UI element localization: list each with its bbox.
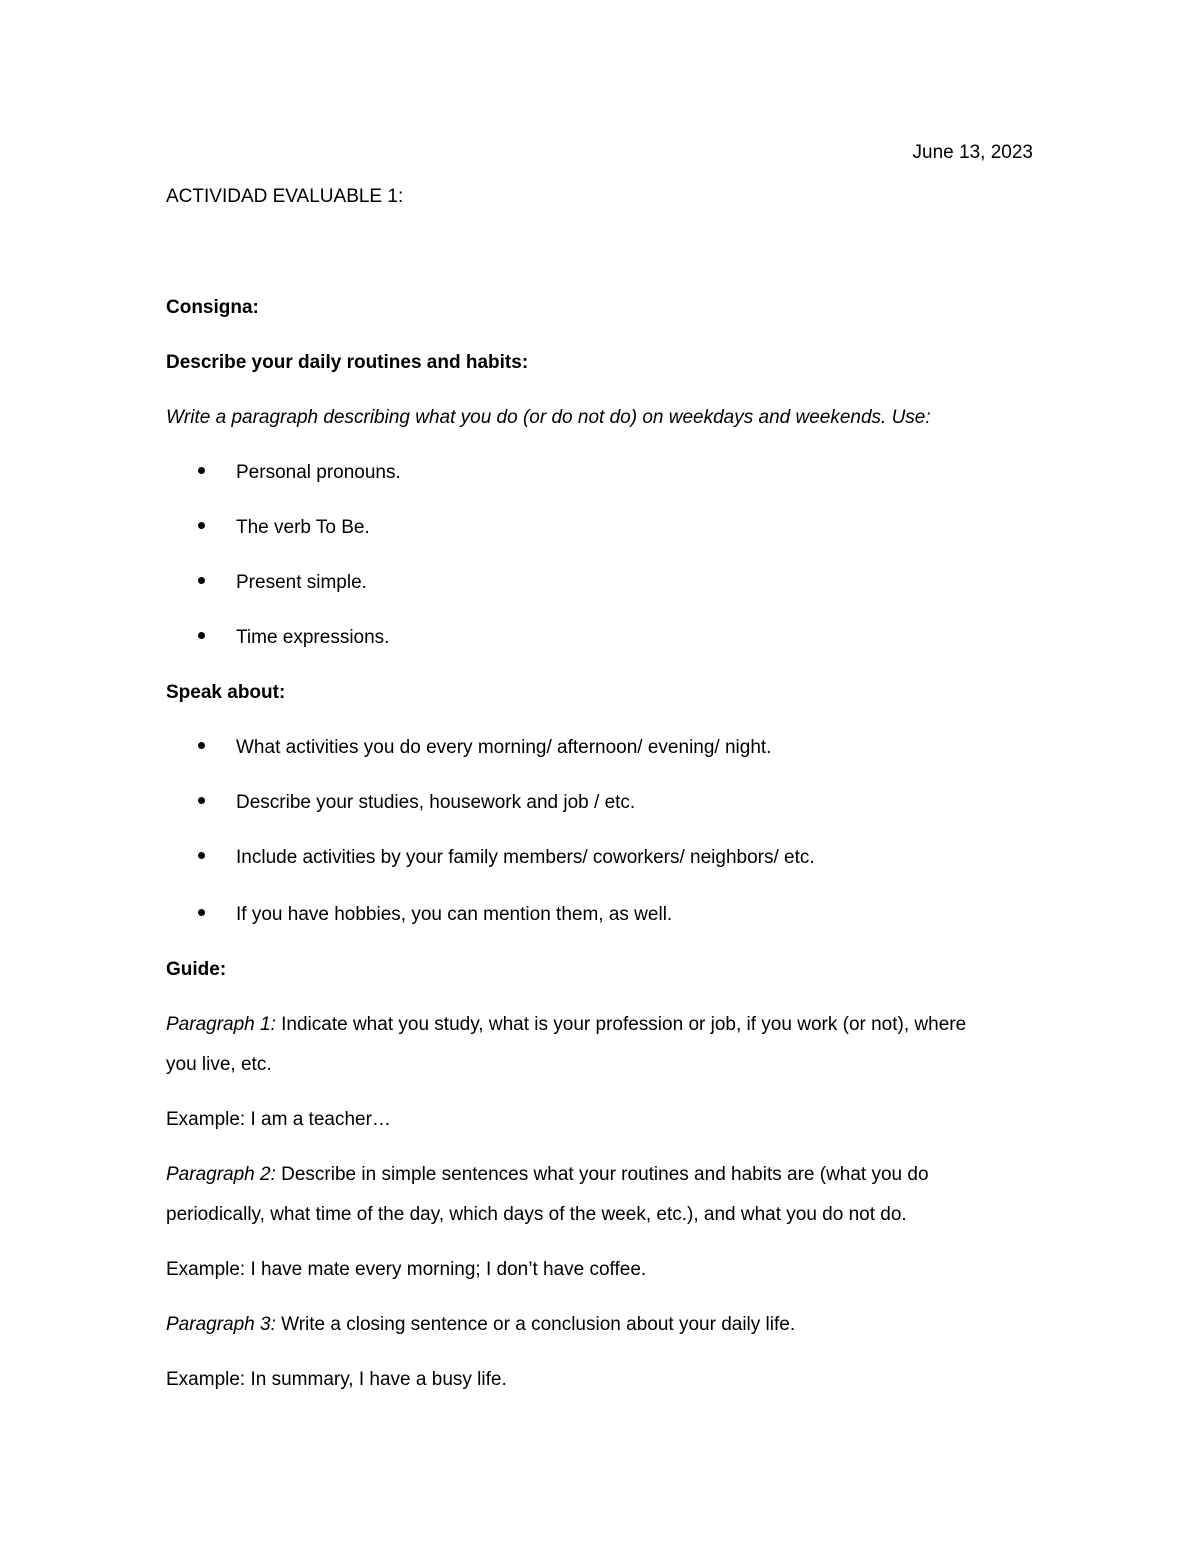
list-item — [198, 736, 772, 760]
bullet-icon — [198, 797, 205, 804]
paragraph-text: Describe in simple sentences what your routines and habits are (what you do — [275, 1164, 929, 1185]
consigna-heading: Consigna: — [166, 297, 259, 318]
list-item-text: The verb To Be. — [236, 517, 370, 538]
list-item — [198, 903, 673, 927]
bullet-icon — [198, 577, 205, 584]
describe-heading: Describe your daily routines and habits: — [166, 352, 529, 373]
paragraph-1-line-2: you live, etc. — [166, 1054, 272, 1075]
list-item-text: What activities you do every morning/ afternoon/ evening/ night. — [236, 737, 772, 758]
list-item — [198, 791, 636, 815]
list-item-text: Time expressions. — [236, 627, 390, 648]
bullet-icon — [198, 852, 205, 859]
speak-heading: Speak about: — [166, 682, 286, 703]
instruction-text: Write a paragraph describing what you do (or do not do) on weekdays and weekends. Use: — [166, 407, 931, 428]
list-item — [198, 461, 401, 485]
bullet-icon — [198, 632, 205, 639]
paragraph-label: Paragraph 1: — [166, 1014, 276, 1035]
paragraph-1-example: Example: I am a teacher… — [166, 1109, 391, 1130]
bullet-icon — [198, 742, 205, 749]
document-date: June 13, 2023 — [912, 142, 1033, 163]
paragraph-2-example: Example: I have mate every morning; I don’t have coffee. — [166, 1259, 647, 1280]
list-item-text: Personal pronouns. — [236, 462, 401, 483]
list-item — [198, 626, 390, 650]
bullet-icon — [198, 909, 205, 916]
list-item — [198, 571, 367, 595]
list-item — [198, 846, 815, 870]
paragraph-2-line-2: periodically, what time of the day, which days of the week, etc.), and what you do not do. — [166, 1204, 907, 1225]
list-item-text: Include activities by your family members/ coworkers/ neighbors/ etc. — [236, 847, 815, 868]
paragraph-1-line-1 — [166, 1013, 966, 1037]
paragraph-text: Indicate what you study, what is your profession or job, if you work (or not), where — [275, 1014, 967, 1035]
paragraph-3-example: Example: In summary, I have a busy life. — [166, 1369, 507, 1390]
paragraph-2-line-1 — [166, 1163, 929, 1187]
guide-heading: Guide: — [166, 959, 227, 980]
paragraph-text: Write a closing sentence or a conclusion about your daily life. — [275, 1314, 796, 1335]
paragraph-label: Paragraph 2: — [166, 1164, 276, 1185]
list-item-text: Describe your studies, housework and job / etc. — [236, 792, 636, 813]
bullet-icon — [198, 522, 205, 529]
bullet-icon — [198, 467, 205, 474]
paragraph-label: Paragraph 3: — [166, 1314, 276, 1335]
document-title: ACTIVIDAD EVALUABLE 1: — [166, 186, 404, 207]
list-item-text: If you have hobbies, you can mention them, as well. — [236, 904, 673, 925]
paragraph-3-line-1 — [166, 1313, 795, 1337]
list-item — [198, 516, 370, 540]
list-item-text: Present simple. — [236, 572, 367, 593]
